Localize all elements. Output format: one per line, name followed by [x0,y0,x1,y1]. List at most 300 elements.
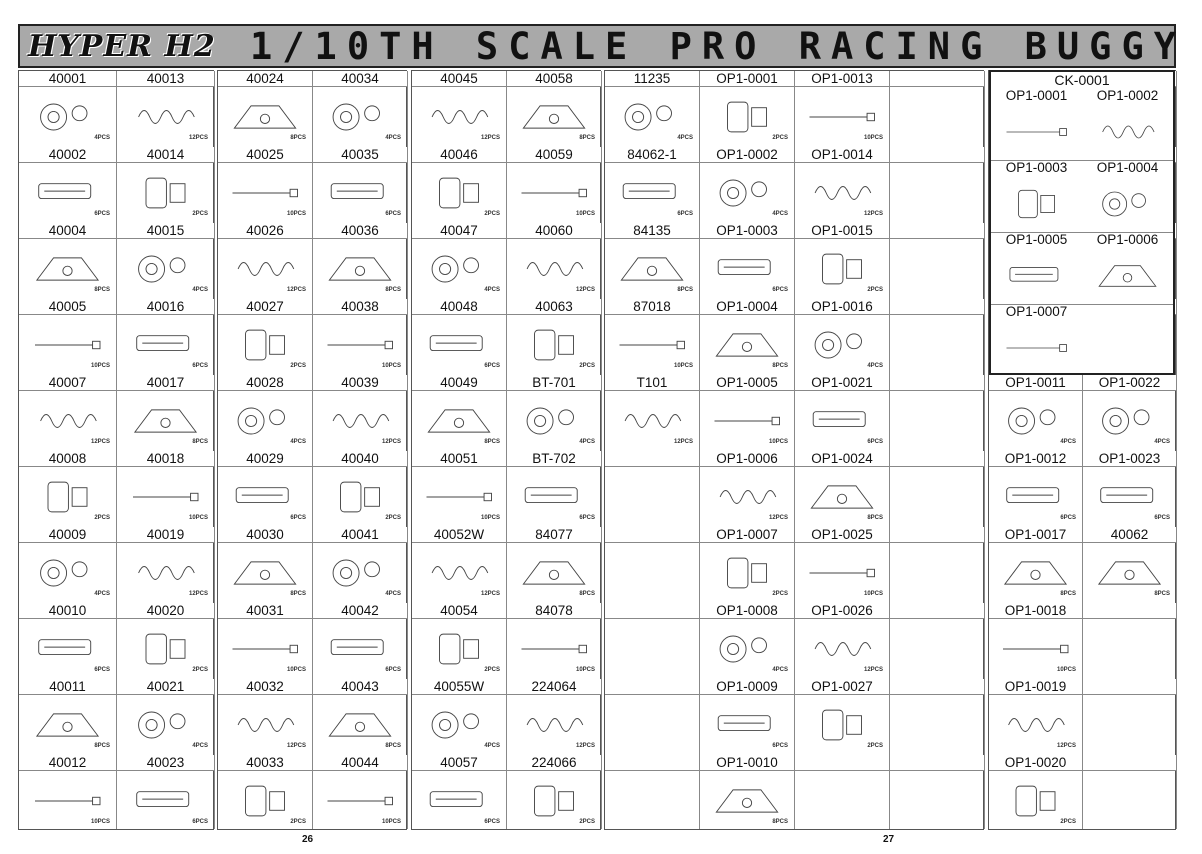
part-number: 84135 [605,223,699,239]
part-quantity: 6PCS [385,667,401,673]
parts-column [117,71,215,829]
part-cell [700,451,794,527]
part-quantity: 4PCS [1154,439,1170,445]
part-quantity: 10PCS [286,211,306,217]
part-quantity: 10PCS [673,363,693,369]
part-cell [19,755,116,831]
kit-part-illustration [995,252,1078,300]
part-number [890,223,984,239]
part-number: 40045 [412,71,506,87]
part-quantity: 2PCS [867,287,883,293]
part-cell [795,299,889,375]
part-number: 11235 [605,71,699,87]
part-cell [890,679,984,755]
part-cell [1083,451,1176,527]
part-cell [19,71,116,147]
part-quantity: 6PCS [772,287,788,293]
part-cell [19,603,116,679]
part-number: OP1-0006 [700,451,794,467]
part-number: 84078 [507,603,601,619]
part-number: 84062-1 [605,147,699,163]
part-quantity: 12PCS [575,743,595,749]
part-quantity: 6PCS [772,743,788,749]
part-quantity: 8PCS [192,439,208,445]
kit-part-number: OP1-0007 [991,304,1082,320]
part-number: OP1-0004 [700,299,794,315]
part-cell [989,755,1082,831]
part-cell [19,223,116,299]
part-cell [700,375,794,451]
part-cell [700,603,794,679]
parts-panel-1 [18,70,214,830]
part-quantity: 2PCS [579,819,595,825]
part-quantity: 6PCS [1154,515,1170,521]
kit-part-cell [991,88,1082,160]
part-cell [795,527,889,603]
part-cell [795,147,889,223]
part-quantity: 8PCS [290,591,306,597]
kit-part-illustration [995,180,1078,228]
part-quantity: 8PCS [772,819,788,825]
part-cell [507,223,601,299]
part-number: 40058 [507,71,601,87]
part-number: OP1-0027 [795,679,889,695]
part-cell [795,603,889,679]
part-cell [218,451,312,527]
part-cell [412,147,506,223]
part-cell [117,147,214,223]
part-number [795,755,889,771]
part-quantity: 12PCS [480,591,500,597]
part-number: OP1-0012 [989,451,1082,467]
part-number: OP1-0013 [795,71,889,87]
part-number: OP1-0007 [700,527,794,543]
page-title: 1/10TH SCALE PRO RACING BUGGY [250,25,1187,68]
part-quantity: 8PCS [772,363,788,369]
part-cell [1083,527,1176,603]
part-quantity: 10PCS [863,591,883,597]
part-quantity: 12PCS [381,439,401,445]
part-quantity: 12PCS [1056,743,1076,749]
part-quantity: 2PCS [94,515,110,521]
part-number: 40013 [117,71,214,87]
part-number: OP1-0009 [700,679,794,695]
part-quantity: 4PCS [94,591,110,597]
part-quantity: 4PCS [484,743,500,749]
part-number: OP1-0015 [795,223,889,239]
part-cell [1083,375,1176,451]
kit-part-cell [1082,88,1173,160]
part-number: T101 [605,375,699,391]
part-cell [1083,755,1176,831]
part-quantity: 2PCS [290,819,306,825]
part-number: 40019 [117,527,214,543]
part-cell [218,71,312,147]
part-number [890,451,984,467]
part-number [1083,603,1176,619]
part-number: 40008 [19,451,116,467]
part-number: 40030 [218,527,312,543]
part-cell [700,679,794,755]
part-number: 40036 [313,223,407,239]
kit-box-ck-0001 [989,70,1175,375]
part-number [890,603,984,619]
part-number: 84077 [507,527,601,543]
part-number: 40038 [313,299,407,315]
part-cell [313,223,407,299]
part-quantity: 6PCS [192,363,208,369]
part-cell [890,147,984,223]
part-quantity: 4PCS [290,439,306,445]
part-cell [412,603,506,679]
part-number: OP1-0026 [795,603,889,619]
part-number: 40027 [218,299,312,315]
part-cell [605,71,699,147]
part-number [605,451,699,467]
kit-part-number: OP1-0004 [1082,160,1173,176]
part-quantity: 6PCS [579,515,595,521]
parts-column [605,71,700,829]
part-cell [989,375,1082,451]
part-number [890,375,984,391]
part-number: 40042 [313,603,407,619]
part-cell [890,451,984,527]
part-cell [412,71,506,147]
part-quantity: 4PCS [772,211,788,217]
part-number: 40009 [19,527,116,543]
part-cell [313,299,407,375]
kit-part-illustration [995,324,1078,372]
part-quantity: 12PCS [286,743,306,749]
part-number: 40020 [117,603,214,619]
part-quantity: 8PCS [579,135,595,141]
part-cell [412,451,506,527]
part-cell [700,71,794,147]
part-quantity: 10PCS [90,819,110,825]
parts-column [412,71,507,829]
part-number: 40012 [19,755,116,771]
part-number: 40057 [412,755,506,771]
part-cell [412,299,506,375]
part-quantity: 10PCS [575,667,595,673]
part-quantity: 2PCS [579,363,595,369]
part-number: BT-702 [507,451,601,467]
part-quantity: 8PCS [867,515,883,521]
kit-part-cell [991,304,1082,376]
part-number: 40047 [412,223,506,239]
part-quantity: 10PCS [768,439,788,445]
part-number: OP1-0024 [795,451,889,467]
parts-panel-3 [411,70,601,830]
kit-part-illustration [1086,108,1169,156]
part-cell [605,375,699,451]
part-cell [507,755,601,831]
part-cell [890,71,984,147]
part-quantity: 10PCS [480,515,500,521]
part-cell [1083,679,1176,755]
part-number: 40025 [218,147,312,163]
part-number: 40007 [19,375,116,391]
part-number [890,679,984,695]
part-number: 40028 [218,375,312,391]
part-number: 40011 [19,679,116,695]
parts-column [19,71,117,829]
part-quantity: 8PCS [677,287,693,293]
part-number: 40051 [412,451,506,467]
part-number: 40039 [313,375,407,391]
part-quantity: 10PCS [381,363,401,369]
page-number-left: 26 [302,834,314,845]
part-quantity: 8PCS [579,591,595,597]
part-quantity: 12PCS [90,439,110,445]
part-number: 40005 [19,299,116,315]
part-number: 40002 [19,147,116,163]
part-number: 40035 [313,147,407,163]
part-cell [605,451,699,527]
part-cell [700,223,794,299]
part-cell [890,603,984,679]
part-cell [19,147,116,223]
part-cell [795,71,889,147]
part-quantity: 8PCS [385,743,401,749]
kit-divider [991,232,1082,233]
part-cell [507,603,601,679]
part-cell [117,375,214,451]
part-quantity: 2PCS [290,363,306,369]
part-cell [605,603,699,679]
part-quantity: 6PCS [94,667,110,673]
part-cell [412,755,506,831]
kit-part-cell [1082,160,1173,232]
part-quantity: 4PCS [677,135,693,141]
part-cell [890,755,984,831]
part-cell [117,603,214,679]
part-number: 40046 [412,147,506,163]
part-cell [117,527,214,603]
part-quantity: 8PCS [385,287,401,293]
part-cell [507,299,601,375]
part-cell [117,223,214,299]
parts-column [507,71,602,829]
part-quantity: 2PCS [192,667,208,673]
part-cell [218,527,312,603]
part-quantity: 10PCS [188,515,208,521]
hyper-h2-logo: HYPER H2 [28,29,216,64]
part-number: OP1-0011 [989,375,1082,391]
kit-title: CK-0001 [991,72,1173,89]
part-number [890,755,984,771]
part-quantity: 6PCS [290,515,306,521]
part-cell [19,451,116,527]
part-cell [507,375,601,451]
part-quantity: 6PCS [1060,515,1076,521]
part-quantity: 12PCS [863,667,883,673]
part-quantity: 12PCS [575,287,595,293]
part-quantity: 10PCS [1056,667,1076,673]
part-number: OP1-0017 [989,527,1082,543]
part-number: 40031 [218,603,312,619]
parts-panel-2 [217,70,407,830]
part-cell [507,147,601,223]
part-quantity: 4PCS [1060,439,1076,445]
part-number: 224064 [507,679,601,695]
part-quantity: 8PCS [290,135,306,141]
part-cell [313,755,407,831]
part-quantity: 12PCS [188,135,208,141]
part-number: BT-701 [507,375,601,391]
part-cell [795,679,889,755]
part-cell [989,527,1082,603]
part-number: 40060 [507,223,601,239]
part-cell [1083,603,1176,679]
part-quantity: 4PCS [484,287,500,293]
part-number: 40052W [412,527,506,543]
kit-part-illustration [1086,252,1169,300]
part-cell [989,451,1082,527]
part-number: 40049 [412,375,506,391]
part-quantity: 10PCS [575,211,595,217]
parts-column [890,71,985,829]
part-number: OP1-0003 [700,223,794,239]
part-number: OP1-0016 [795,299,889,315]
part-number: OP1-0019 [989,679,1082,695]
part-number: 40024 [218,71,312,87]
part-quantity: 2PCS [867,743,883,749]
kit-divider [1082,232,1173,233]
part-cell [605,527,699,603]
part-cell [795,451,889,527]
kit-part-cell [1082,232,1173,304]
part-cell [605,679,699,755]
part-quantity: 6PCS [484,819,500,825]
part-quantity: 2PCS [772,135,788,141]
part-number: 40044 [313,755,407,771]
part-cell [218,147,312,223]
kit-part-cell [1082,304,1173,376]
part-quantity: 2PCS [484,211,500,217]
part-number: 40023 [117,755,214,771]
part-number: 40055W [412,679,506,695]
part-quantity: 4PCS [579,439,595,445]
part-number: 87018 [605,299,699,315]
part-cell [218,755,312,831]
part-number: OP1-0022 [1083,375,1176,391]
part-quantity: 8PCS [1154,591,1170,597]
part-cell [313,71,407,147]
part-number: OP1-0002 [700,147,794,163]
part-quantity: 4PCS [867,363,883,369]
part-cell [117,71,214,147]
part-cell [700,527,794,603]
part-quantity: 2PCS [1060,819,1076,825]
part-number [890,527,984,543]
part-cell [313,147,407,223]
part-cell [700,299,794,375]
part-number [1083,755,1176,771]
kit-part-number: OP1-0006 [1082,232,1173,248]
part-cell [605,299,699,375]
part-number: 224066 [507,755,601,771]
part-number: 40026 [218,223,312,239]
part-number: 40010 [19,603,116,619]
parts-panel-4 [604,70,984,830]
part-cell [218,299,312,375]
kit-part-number [1082,304,1173,320]
part-number: OP1-0021 [795,375,889,391]
kit-part-number: OP1-0002 [1082,88,1173,104]
part-number: 40041 [313,527,407,543]
part-quantity: 8PCS [1060,591,1076,597]
part-number: 40021 [117,679,214,695]
part-cell [117,451,214,527]
part-number: OP1-0025 [795,527,889,543]
part-quantity: 6PCS [867,439,883,445]
part-quantity: 2PCS [192,211,208,217]
part-cell [19,375,116,451]
part-number: OP1-0014 [795,147,889,163]
part-number [605,679,699,695]
part-cell [218,375,312,451]
part-cell [795,755,889,831]
part-cell [890,299,984,375]
kit-part-number: OP1-0001 [991,88,1082,104]
part-cell [507,679,601,755]
part-quantity: 6PCS [677,211,693,217]
part-cell [313,375,407,451]
part-cell [989,679,1082,755]
part-number: 40063 [507,299,601,315]
part-number: 40034 [313,71,407,87]
part-cell [795,223,889,299]
part-cell [605,147,699,223]
part-cell [989,603,1082,679]
kit-divider [1082,304,1173,305]
part-number: OP1-0005 [700,375,794,391]
part-quantity: 2PCS [484,667,500,673]
part-number: 40033 [218,755,312,771]
part-number: 40059 [507,147,601,163]
kit-part-cell [991,160,1082,232]
part-cell [700,755,794,831]
part-number: 40004 [19,223,116,239]
part-quantity: 6PCS [484,363,500,369]
part-cell [412,223,506,299]
part-number [605,755,699,771]
part-number: 40054 [412,603,506,619]
part-cell [19,527,116,603]
part-cell [507,527,601,603]
part-number: 40043 [313,679,407,695]
part-number: 40040 [313,451,407,467]
part-cell [117,299,214,375]
part-cell [412,679,506,755]
part-number: OP1-0010 [700,755,794,771]
part-quantity: 6PCS [385,211,401,217]
part-cell [795,375,889,451]
part-quantity: 8PCS [94,743,110,749]
part-number [605,527,699,543]
part-cell [890,527,984,603]
part-quantity: 12PCS [768,515,788,521]
part-cell [218,679,312,755]
part-cell [218,223,312,299]
part-number: OP1-0023 [1083,451,1176,467]
part-number: 40029 [218,451,312,467]
part-quantity: 4PCS [192,743,208,749]
part-quantity: 10PCS [90,363,110,369]
part-number: 40014 [117,147,214,163]
part-number: 40048 [412,299,506,315]
